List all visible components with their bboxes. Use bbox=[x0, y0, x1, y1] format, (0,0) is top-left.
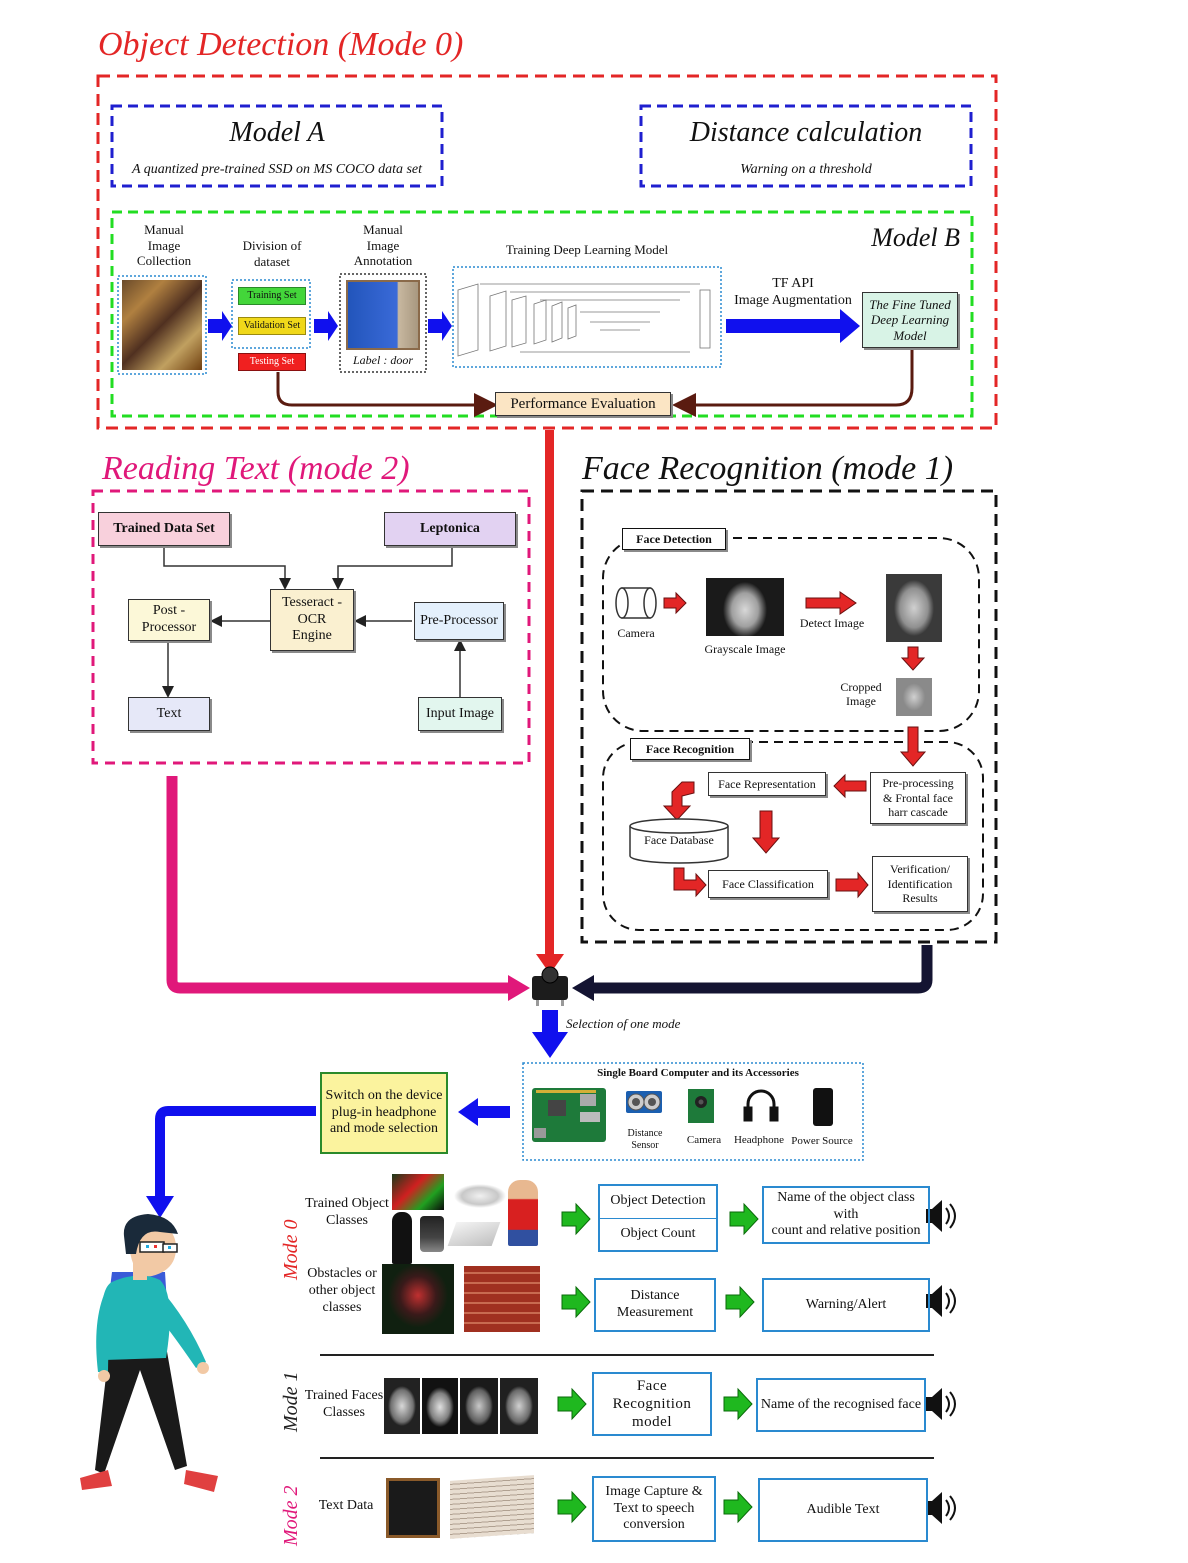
raspberry-pi-icon bbox=[532, 1088, 606, 1142]
mode1-label: Mode 1 bbox=[280, 1371, 302, 1432]
training-model-label: Training Deep Learning Model bbox=[505, 242, 669, 257]
person-walking-illustration bbox=[80, 1214, 218, 1492]
mode0-label: Mode 0 bbox=[280, 1219, 302, 1280]
car-thumbnail bbox=[452, 1178, 508, 1208]
mode0-red-line bbox=[545, 430, 554, 960]
mode2-label: Mode 2 bbox=[280, 1485, 302, 1546]
traffic-light-thumbnail bbox=[392, 1174, 444, 1210]
testing-set-box: Testing Set bbox=[238, 353, 306, 371]
face-thumbnail-3 bbox=[460, 1378, 498, 1434]
face-thumbnail-1 bbox=[384, 1378, 420, 1434]
headphone-icon bbox=[745, 1091, 777, 1120]
obstacles-label: Obstacles or other object classes bbox=[307, 1266, 377, 1315]
object-detection-cell: Object Detection bbox=[600, 1186, 716, 1219]
mode1-dark-path bbox=[592, 945, 927, 988]
preprocessing-box: Pre-processing & Frontal face harr cascade bbox=[870, 772, 966, 824]
model-to-performance-line bbox=[678, 348, 912, 405]
testing-to-performance-line bbox=[278, 372, 492, 405]
audible-text-box: Audible Text bbox=[758, 1478, 928, 1542]
performance-evaluation-box: Performance Evaluation bbox=[495, 392, 671, 416]
face-recognition-title: Face Recognition (mode 1) bbox=[582, 450, 954, 487]
trained-data-box: Trained Data Set bbox=[98, 512, 230, 546]
tf-api-label: TF API Image Augmentation bbox=[734, 276, 852, 308]
switch-box: Switch on the device plug-in headphone and mode selection bbox=[320, 1072, 448, 1154]
fine-tuned-model-box: The Fine Tuned Deep Learning Model bbox=[862, 292, 958, 348]
image-collection-thumbnail bbox=[122, 280, 202, 370]
division-label: Division of dataset bbox=[242, 238, 302, 269]
door-annotation-thumbnail bbox=[346, 280, 420, 350]
selection-label: Selection of one mode bbox=[566, 1016, 681, 1031]
manual-collection-label: Manual Image Collection bbox=[136, 222, 192, 269]
face-recognition-label: Face Recognition bbox=[630, 738, 750, 760]
model-a-subtitle: A quantized pre-trained SSD on MS COCO data set bbox=[131, 162, 423, 177]
child-thumbnail bbox=[508, 1180, 538, 1246]
grayscale-label: Grayscale Image bbox=[704, 642, 786, 656]
manual-annotation-label: Manual Image Annotation bbox=[353, 222, 413, 269]
speaker-icons bbox=[926, 1200, 955, 1524]
network-sketch bbox=[458, 284, 710, 356]
grayscale-image-thumbnail bbox=[706, 578, 784, 636]
trained-object-label: Trained Object Classes bbox=[305, 1196, 389, 1228]
detect-image-label: Detect Image bbox=[799, 616, 865, 630]
person-silhouette-thumbnail bbox=[392, 1212, 412, 1264]
camera-label: Camera bbox=[617, 626, 655, 640]
power-source-label: Power Source bbox=[791, 1135, 853, 1147]
object-detection-title: Object Detection (Mode 0) bbox=[98, 26, 464, 63]
warning-box: Warning/Alert bbox=[762, 1278, 930, 1332]
leptonica-box: Leptonica bbox=[384, 512, 516, 546]
push-button-icon bbox=[532, 967, 568, 1006]
model-b-title: Model B bbox=[871, 223, 960, 252]
tree-obstacle-thumbnail bbox=[382, 1264, 454, 1334]
face-database-label: Face Database bbox=[644, 833, 714, 847]
chalkboard-thumbnail bbox=[386, 1478, 440, 1538]
cropped-face-thumbnail bbox=[896, 678, 932, 716]
object-count-cell: Object Count bbox=[620, 1225, 696, 1241]
book-page-thumbnail bbox=[450, 1475, 534, 1539]
face-model-box: Face Recognition model bbox=[592, 1372, 712, 1436]
brick-wall-thumbnail bbox=[464, 1266, 540, 1332]
distance-title: Distance calculation bbox=[689, 117, 923, 148]
post-processor-box: Post - Processor bbox=[128, 599, 210, 641]
annotation-label: Label : door bbox=[353, 353, 413, 367]
trained-faces-label: Trained Faces Classes bbox=[304, 1388, 384, 1420]
verification-box: Verification/ Identification Results bbox=[872, 856, 968, 912]
chair-thumbnail bbox=[420, 1216, 444, 1252]
face-thumbnail-4 bbox=[500, 1378, 538, 1434]
tts-box: Image Capture & Text to speech conversion bbox=[592, 1476, 716, 1542]
pre-processor-box: Pre-Processor bbox=[414, 602, 504, 640]
face-classification-box: Face Classification bbox=[708, 870, 828, 898]
distance-measurement-box: Distance Measurement bbox=[594, 1278, 716, 1332]
cropped-label: Cropped Image bbox=[840, 680, 882, 709]
power-source-icon bbox=[813, 1088, 833, 1126]
mode1-dark-arrowhead bbox=[572, 975, 594, 1001]
headphone-label: Headphone bbox=[733, 1134, 785, 1146]
camera-cylinder-icon bbox=[616, 588, 656, 618]
sbc-title: Single Board Computer and its Accessories bbox=[597, 1067, 799, 1079]
face-output-box: Name of the recognised face bbox=[756, 1378, 926, 1432]
object-output-box: Name of the object class with count and relative position bbox=[762, 1186, 930, 1244]
object-detection-count-box bbox=[598, 1184, 718, 1252]
model-a-title: Model A bbox=[229, 117, 325, 148]
distance-sensor-label: Distance Sensor bbox=[627, 1128, 663, 1151]
validation-set-box: Validation Set bbox=[238, 317, 306, 335]
mode2-pink-arrowhead bbox=[508, 975, 530, 1001]
detected-face-thumbnail bbox=[886, 574, 942, 642]
face-representation-box: Face Representation bbox=[708, 772, 826, 796]
text-data-label: Text Data bbox=[318, 1498, 374, 1513]
face-thumbnail-2 bbox=[422, 1378, 458, 1434]
mode2-pink-path bbox=[172, 776, 510, 988]
camera-module-icon bbox=[688, 1089, 714, 1123]
laptop-thumbnail bbox=[448, 1222, 501, 1246]
face-detection-label: Face Detection bbox=[622, 528, 726, 550]
input-image-box: Input Image bbox=[418, 697, 502, 731]
distance-sensor-icon bbox=[626, 1091, 662, 1113]
selection-blue-arrow bbox=[532, 1010, 568, 1058]
switch-to-person-path bbox=[160, 1111, 316, 1198]
reading-text-title: Reading Text (mode 2) bbox=[102, 450, 410, 487]
text-output-box: Text bbox=[128, 697, 210, 731]
training-set-box: Training Set bbox=[238, 287, 306, 305]
sbc-camera-label: Camera bbox=[686, 1134, 722, 1146]
distance-subtitle: Warning on a threshold bbox=[740, 162, 872, 177]
tesseract-box: Tesseract - OCR Engine bbox=[270, 589, 354, 651]
sbc-to-switch-arrow bbox=[458, 1098, 510, 1126]
